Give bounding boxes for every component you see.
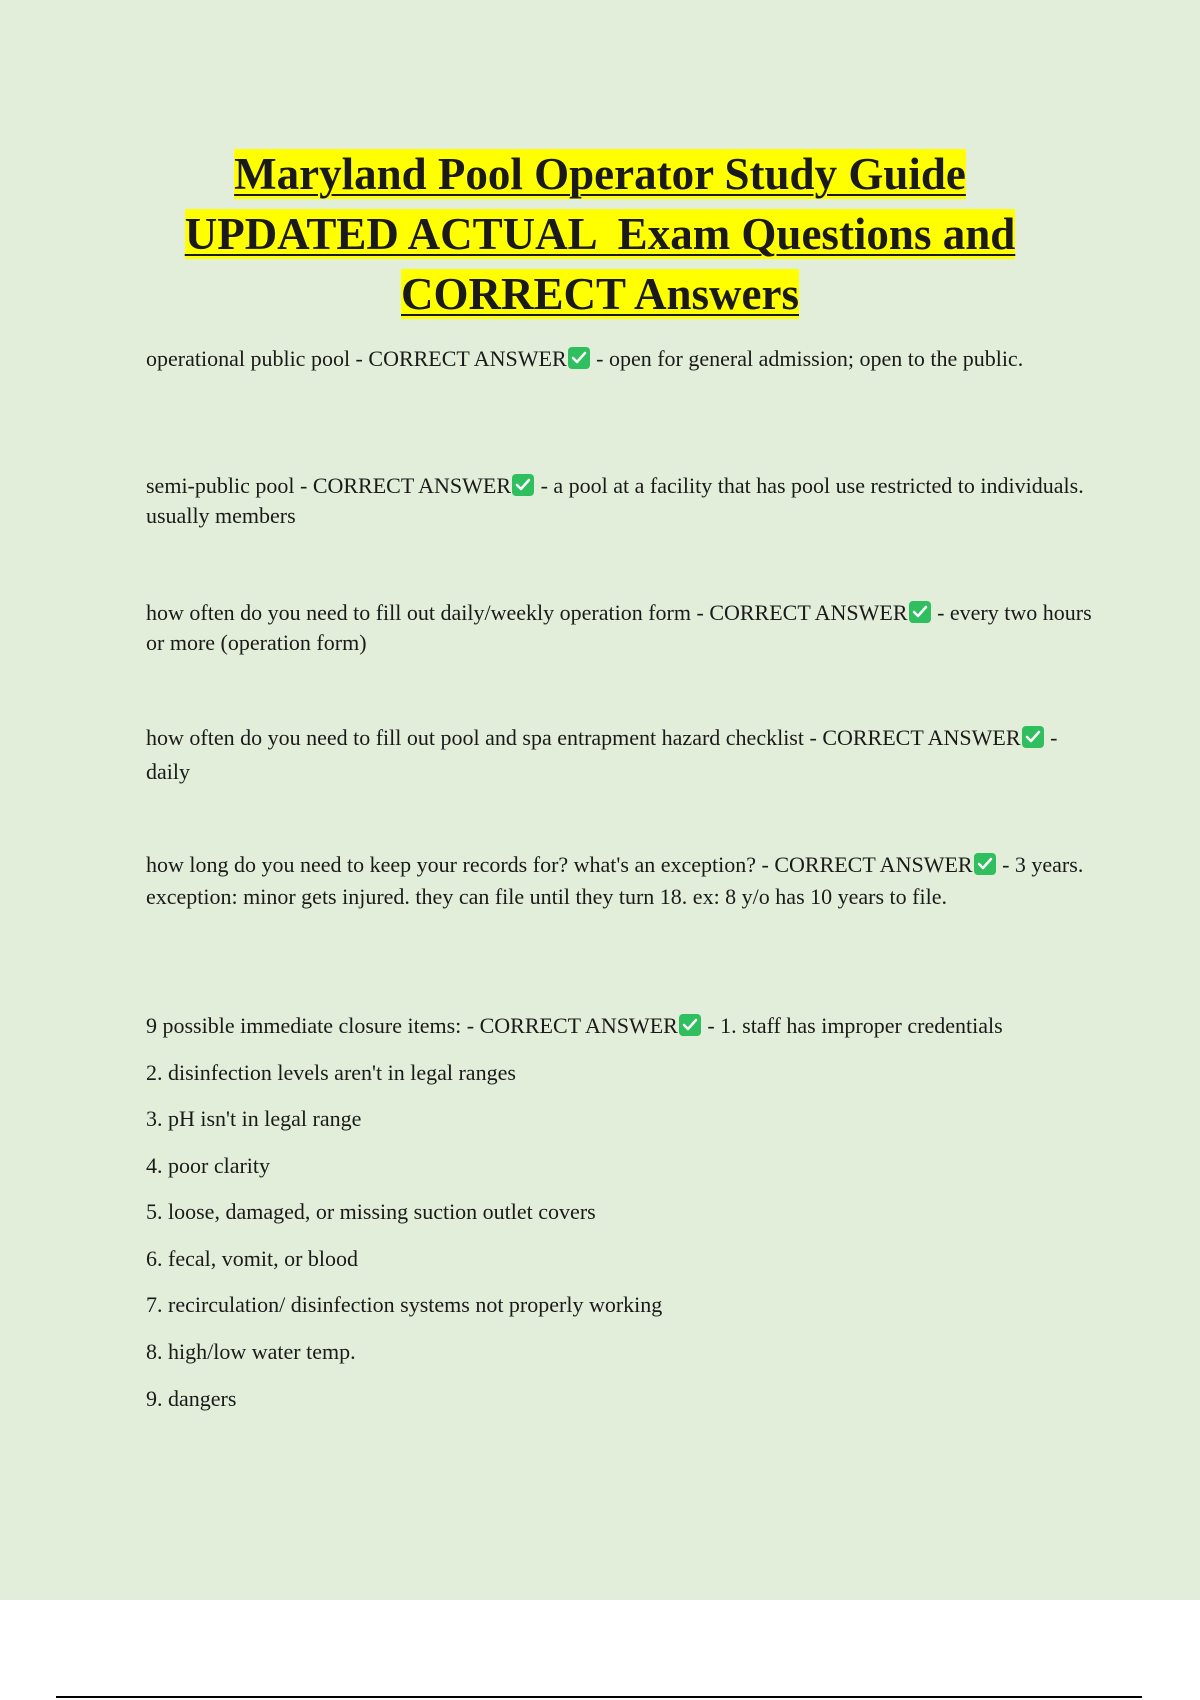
closure-list-item: 3. pH isn't in legal range bbox=[146, 1106, 362, 1131]
green-checkmark-icon bbox=[974, 853, 996, 875]
closure-list-item: 2. disinfection levels aren't in legal ranges bbox=[146, 1060, 516, 1085]
document-title bbox=[60, 144, 1140, 324]
qa-item bbox=[146, 1011, 1146, 1041]
title-line-3: CORRECT Answers bbox=[401, 269, 799, 319]
answer-marker: CORRECT ANSWER bbox=[774, 852, 973, 877]
qa-item bbox=[146, 849, 1096, 913]
closure-list-item: 9. dangers bbox=[146, 1386, 237, 1411]
question-text: operational public pool - bbox=[146, 346, 369, 371]
answer-text: - daily bbox=[146, 725, 1058, 784]
answer-marker: CORRECT ANSWER bbox=[479, 1013, 678, 1038]
qa-item bbox=[146, 721, 1096, 789]
qa-item bbox=[146, 344, 1096, 374]
green-checkmark-icon bbox=[679, 1014, 701, 1036]
closure-list-item: 7. recirculation/ disinfection systems not properly working bbox=[146, 1292, 663, 1317]
answer-text: - a pool at a facility that has pool use restricted to individuals. usually members bbox=[146, 473, 1084, 528]
answer-marker: CORRECT ANSWER bbox=[368, 346, 567, 371]
answer-marker: CORRECT ANSWER bbox=[709, 600, 908, 625]
answer-text: - open for general admission; open to the public. bbox=[590, 346, 1024, 371]
footer-divider bbox=[56, 1696, 1142, 1698]
green-checkmark-icon bbox=[568, 347, 590, 369]
qa-item bbox=[146, 471, 1096, 531]
green-checkmark-icon bbox=[909, 601, 931, 623]
closure-list-item: 6. fecal, vomit, or blood bbox=[146, 1246, 359, 1271]
answer-text: - every two hours or more (operation form) bbox=[146, 600, 1092, 655]
answer-marker: CORRECT ANSWER bbox=[822, 725, 1021, 750]
answer-text: - 3 years. exception: minor gets injured. they can file until they turn 18. ex: 8 y/o has 10 years to file. bbox=[146, 852, 1084, 909]
closure-list-item: 8. high/low water temp. bbox=[146, 1339, 356, 1364]
question-text: 9 possible immediate closure items: - bbox=[146, 1013, 480, 1038]
green-checkmark-icon bbox=[512, 474, 534, 496]
question-text: semi-public pool - bbox=[146, 473, 313, 498]
answer-marker: CORRECT ANSWER bbox=[312, 473, 512, 498]
title-line-2: UPDATED ACTUAL Exam Questions and bbox=[184, 209, 1016, 259]
question-text: how often do you need to fill out pool and spa entrapment hazard checklist - bbox=[146, 725, 823, 750]
qa-item bbox=[146, 598, 1096, 658]
title-line-1: Maryland Pool Operator Study Guide bbox=[234, 149, 966, 199]
question-text: how long do you need to keep your records for? what's an exception? - bbox=[146, 852, 775, 877]
question-text: how often do you need to fill out daily/weekly operation form - bbox=[146, 600, 710, 625]
closure-list-item: 5. loose, damaged, or missing suction outlet covers bbox=[146, 1199, 596, 1224]
closure-list-item: 4. poor clarity bbox=[146, 1153, 271, 1178]
answer-text: - 1. staff has improper credentials bbox=[701, 1013, 1003, 1038]
green-checkmark-icon bbox=[1022, 726, 1044, 748]
